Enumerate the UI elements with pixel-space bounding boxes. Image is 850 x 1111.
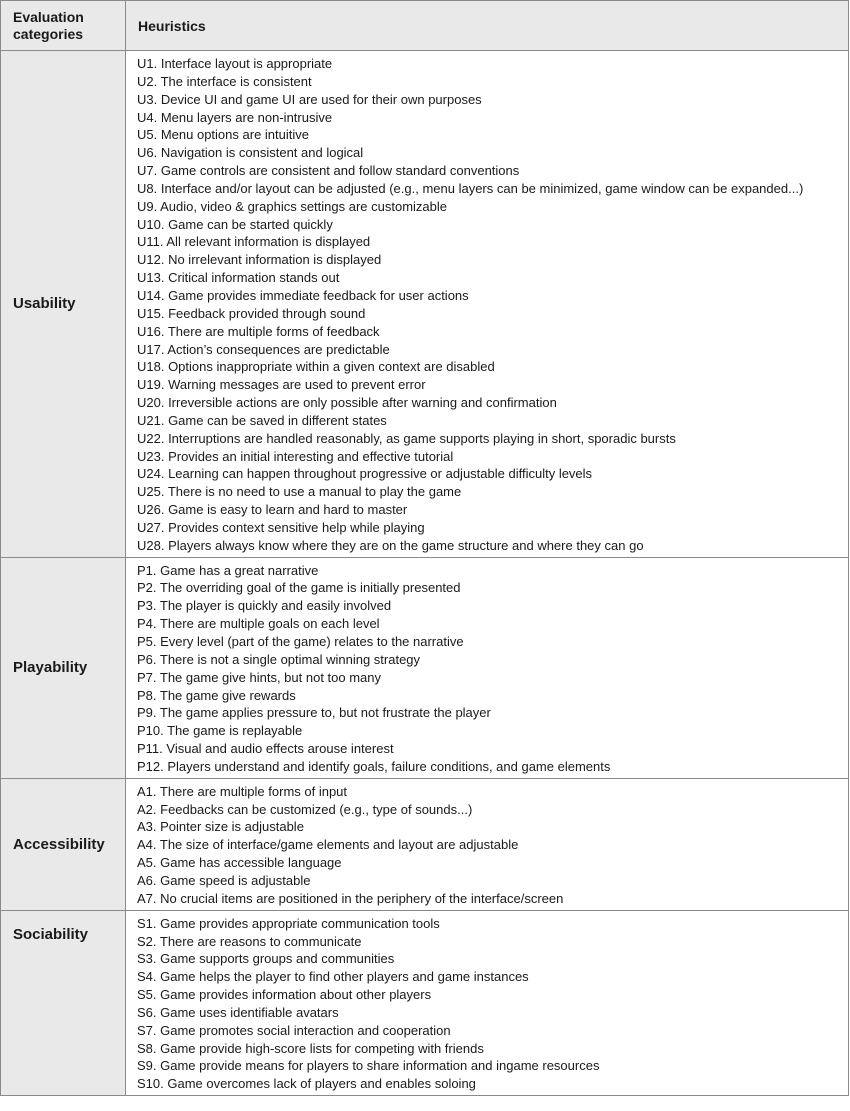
heuristic-item: U10. Game can be started quickly — [137, 216, 333, 232]
heuristic-item: S10. Game overcomes lack of players and enables soloing — [137, 1076, 476, 1092]
table-row-usability — [1, 51, 849, 558]
heuristic-item: U9. Audio, video & graphics settings are customizable — [137, 198, 448, 214]
heuristic-item: A1. There are multiple forms of input — [137, 783, 348, 799]
heuristic-item: P6. There is not a single optimal winning strategy — [137, 651, 421, 667]
heuristic-item: A6. Game speed is adjustable — [137, 872, 311, 888]
heuristic-item: U2. The interface is consistent — [137, 73, 312, 89]
heuristic-item: U5. Menu options are intuitive — [137, 127, 309, 143]
heuristic-item: U20. Irreversible actions are only possible after warning and confirmation — [137, 395, 557, 411]
table-row-accessibility — [1, 778, 849, 910]
heuristic-item: S7. Game promotes social interaction and cooperation — [137, 1022, 451, 1038]
heuristic-item: U17. Action’s consequences are predictable — [137, 341, 390, 357]
heuristic-item: U4. Menu layers are non-intrusive — [137, 109, 333, 125]
heuristic-item: U19. Warning messages are used to prevent error — [137, 377, 426, 393]
category-cell: Playability — [1, 557, 126, 778]
heuristic-item: A2. Feedbacks can be customized (e.g., type of sounds...) — [137, 801, 473, 817]
heuristic-item: U27. Provides context sensitive help while playing — [137, 519, 425, 535]
heuristic-item: U24. Learning can happen throughout progressive or adjustable difficulty levels — [137, 466, 593, 482]
heuristic-item: U22. Interruptions are handled reasonably, as game supports playing in short, sporadic bursts — [137, 430, 676, 446]
category-cell: Sociability — [1, 910, 126, 1095]
heuristic-item: U18. Options inappropriate within a given context are disabled — [137, 359, 495, 375]
table-row-playability — [1, 557, 849, 778]
heuristic-item: U11. All relevant information is displayed — [137, 234, 371, 250]
heuristic-item: A4. The size of interface/game elements and layout are adjustable — [137, 837, 519, 853]
heuristic-item: U25. There is no need to use a manual to play the game — [137, 484, 462, 500]
heuristic-item: P2. The overriding goal of the game is initially presented — [137, 580, 461, 596]
heuristics-list — [137, 915, 848, 1093]
heuristic-item: P8. The game give rewards — [137, 687, 296, 703]
heuristics-cell — [126, 910, 849, 1095]
category-cell: Accessibility — [1, 778, 126, 910]
heuristic-item: U8. Interface and/or layout can be adjusted (e.g., menu layers can be minimized, game window can be expanded...) — [137, 180, 804, 196]
header-heuristics: Heuristics — [126, 1, 849, 51]
heuristic-item: S9. Game provide means for players to share information and ingame resources — [137, 1058, 600, 1074]
heuristic-item: P9. The game applies pressure to, but not frustrate the player — [137, 705, 491, 721]
heuristic-item: P4. There are multiple goals on each level — [137, 616, 380, 632]
heuristic-item: P5. Every level (part of the game) relates to the narrative — [137, 634, 464, 649]
heuristic-item: U6. Navigation is consistent and logical — [137, 145, 364, 161]
table-body — [1, 51, 849, 1096]
heuristic-item: P12. Players understand and identify goals, failure conditions, and game elements — [137, 758, 611, 774]
heuristics-list — [137, 783, 848, 908]
heuristic-item: A7. No crucial items are positioned in the periphery of the interface/screen — [137, 890, 564, 906]
heuristic-item: U7. Game controls are consistent and follow standard conventions — [137, 163, 520, 179]
heuristic-item: U3. Device UI and game UI are used for their own purposes — [137, 91, 482, 107]
heuristics-list — [137, 55, 848, 555]
heuristic-item: U14. Game provides immediate feedback for user actions — [137, 287, 469, 303]
heuristic-item: P7. The game give hints, but not too many — [137, 669, 382, 685]
heuristic-item: U1. Interface layout is appropriate — [137, 56, 333, 71]
heuristic-item: U13. Critical information stands out — [137, 270, 340, 286]
category-cell: Usability — [1, 51, 126, 558]
heuristic-item: S5. Game provides information about other players — [137, 987, 432, 1003]
heuristic-item: U15. Feedback provided through sound — [137, 305, 366, 321]
heuristic-item: S8. Game provide high-score lists for competing with friends — [137, 1040, 484, 1056]
heuristics-cell — [126, 557, 849, 778]
heuristics-cell — [126, 51, 849, 558]
heuristic-item: U16. There are multiple forms of feedback — [137, 323, 380, 339]
heuristic-item: P3. The player is quickly and easily involved — [137, 598, 392, 614]
heuristic-item: U23. Provides an initial interesting and effective tutorial — [137, 448, 454, 464]
heuristic-item: A3. Pointer size is adjustable — [137, 819, 304, 835]
header-evaluation-categories: Evaluation categories — [1, 1, 126, 51]
heuristic-item: U26. Game is easy to learn and hard to master — [137, 502, 408, 518]
heuristic-item: P11. Visual and audio effects arouse interest — [137, 741, 394, 757]
heuristic-item: S6. Game uses identifiable avatars — [137, 1004, 339, 1020]
heuristic-item: U28. Players always know where they are on the game structure and where they can go — [137, 537, 644, 553]
heuristic-item: P10. The game is replayable — [137, 723, 303, 739]
heuristic-item: A5. Game has accessible language — [137, 855, 342, 871]
heuristic-item: P1. Game has a great narrative — [137, 562, 319, 578]
heuristic-item: U21. Game can be saved in different states — [137, 412, 387, 428]
heuristic-item: S3. Game supports groups and communities — [137, 951, 395, 967]
heuristics-list — [137, 562, 848, 776]
heuristics-cell — [126, 778, 849, 910]
heuristic-item: S2. There are reasons to communicate — [137, 933, 362, 949]
heuristic-item: S4. Game helps the player to find other players and game instances — [137, 969, 529, 985]
table-row-sociability — [1, 910, 849, 1095]
header-row — [1, 1, 849, 51]
heuristic-item: S1. Game provides appropriate communication tools — [137, 915, 440, 931]
heuristic-item: U12. No irrelevant information is displayed — [137, 252, 382, 268]
